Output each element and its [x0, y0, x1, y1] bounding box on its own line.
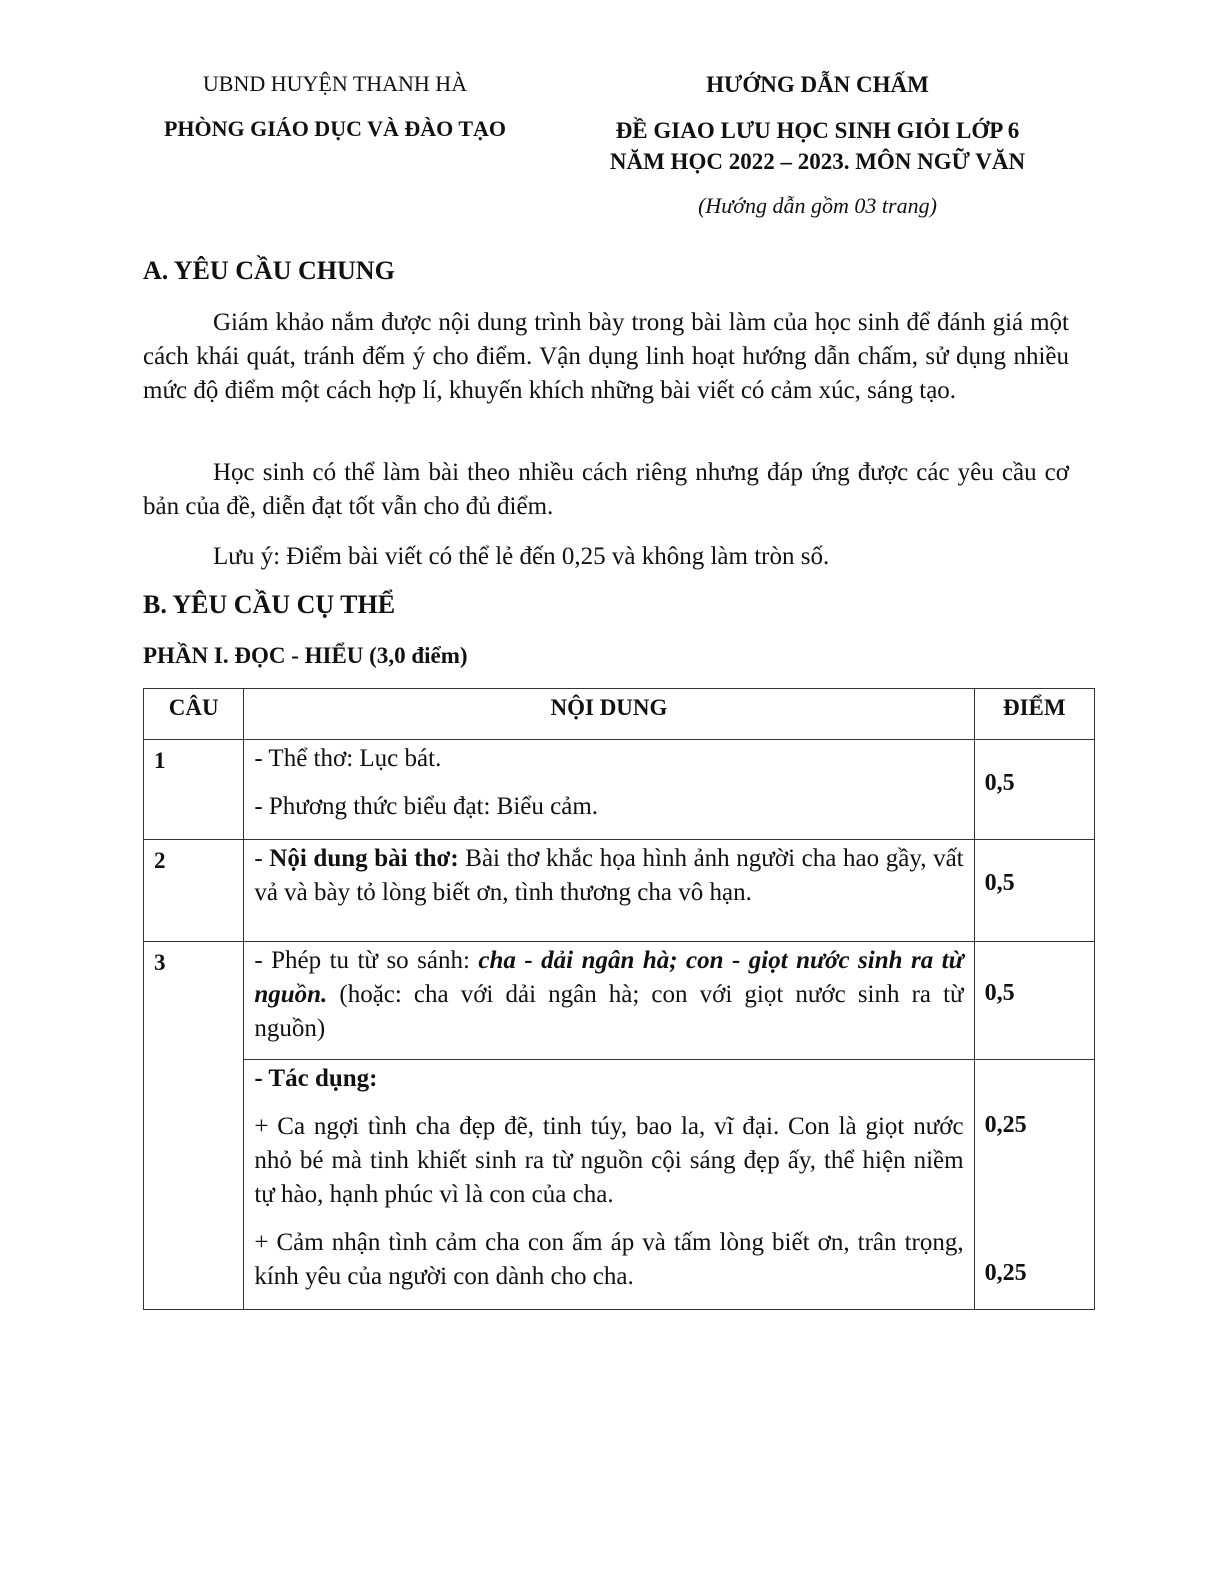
table-row	[144, 740, 1095, 840]
header-noi-dung: NỘI DUNG	[244, 689, 974, 740]
page-count-note: (Hướng dẫn gồm 03 trang)	[698, 193, 937, 218]
answer-bold-label: Nội dung bài thơ:	[269, 845, 459, 872]
document-title: HƯỚNG DẪN CHẤM	[706, 72, 929, 97]
answer-line: - Thể thơ: Lục bát.	[254, 745, 442, 772]
answer-content	[244, 840, 974, 942]
score-cell	[974, 1060, 1094, 1310]
header-left	[140, 70, 530, 143]
question-number: 3	[144, 942, 244, 1310]
score: 0,5	[974, 840, 1094, 942]
answer-text: Bài thơ khắc họa hình ảnh người cha hao gầy, vất vả và bày tỏ lòng biết ơn, tình thương cha vô hạn.	[254, 845, 964, 906]
header-cau: CÂU	[144, 689, 244, 740]
answer-prefix: -	[254, 845, 270, 872]
answer-content	[244, 942, 974, 1060]
answer-suffix: (hoặc: cha với dải ngân hà; con với giọt nước sinh ra từ nguồn)	[254, 981, 964, 1042]
section-a-paragraph-1: Giám khảo nắm được nội dung trình bày trong bài làm của học sinh để đánh giá một cách khái quát, tránh đếm ý cho điểm. Vận dụng linh hoạt hướng dẫn chấm, sử dụng nhiều mức độ điểm một cách hợp lí, khuyến khích những bài viết có cảm xúc, sáng tạo.	[143, 309, 1069, 404]
score: 0,5	[974, 740, 1094, 840]
part-1-title: PHẦN I. ĐỌC - HIỂU (3,0 điểm)	[143, 643, 468, 668]
score: 0,25	[984, 1112, 1027, 1138]
grading-table	[143, 688, 1095, 1310]
table-row	[144, 1060, 1095, 1310]
header-right	[560, 70, 1075, 221]
question-number: 1	[144, 740, 244, 840]
section-b-title: B. YÊU CẦU CỤ THỂ	[143, 590, 396, 619]
answer-line: - Phương thức biểu đạt: Biểu cảm.	[254, 793, 599, 820]
department-name: PHÒNG GIÁO DỤC VÀ ĐÀO TẠO	[163, 116, 507, 141]
section-a-paragraph-2: Học sinh có thể làm bài theo nhiều cách riêng nhưng đáp ứng được các yêu cầu cơ bản của đề, diễn đạt tốt vẫn cho đủ điểm.	[143, 459, 1069, 520]
effect-heading: - Tác dụng:	[254, 1065, 378, 1092]
answer-content	[244, 740, 974, 840]
table-row	[144, 840, 1095, 942]
question-number: 2	[144, 840, 244, 942]
effect-item: + Ca ngợi tình cha đẹp đẽ, tinh túy, bao la, vĩ đại. Con là giọt nước nhỏ bé mà tinh khiết sinh ra từ nguồn cội sáng đẹp ấy, thể hiện niềm tự hào, hạnh phúc vì là con của cha.	[254, 1113, 964, 1208]
exam-year-subject: NĂM HỌC 2022 – 2023. MÔN NGỮ VĂN	[609, 149, 1026, 174]
effect-item: + Cảm nhận tình cảm cha con ấm áp và tấm lòng biết ơn, trân trọng, kính yêu của người con dành cho cha.	[254, 1229, 964, 1290]
answer-prefix: - Phép tu từ so sánh:	[254, 947, 479, 974]
header-diem: ĐIỂM	[974, 689, 1094, 740]
section-a-title: A. YÊU CẦU CHUNG	[143, 256, 395, 285]
score: 0,5	[974, 942, 1094, 1060]
table-header-row	[144, 689, 1095, 740]
table-row	[144, 942, 1095, 1060]
district-name: UBND HUYỆN THANH HÀ	[202, 71, 468, 96]
answer-bold-italic: cha - dải ngân hà; con - giọt nước sinh ra từ nguồn.	[254, 947, 964, 1008]
answer-content	[244, 1060, 974, 1310]
score: 0,25	[984, 1260, 1027, 1286]
exam-title: ĐỀ GIAO LƯU HỌC SINH GIỎI LỚP 6	[615, 118, 1020, 143]
section-a-note: Lưu ý: Điểm bài viết có thể lẻ đến 0,25 và không làm tròn số.	[213, 543, 830, 570]
